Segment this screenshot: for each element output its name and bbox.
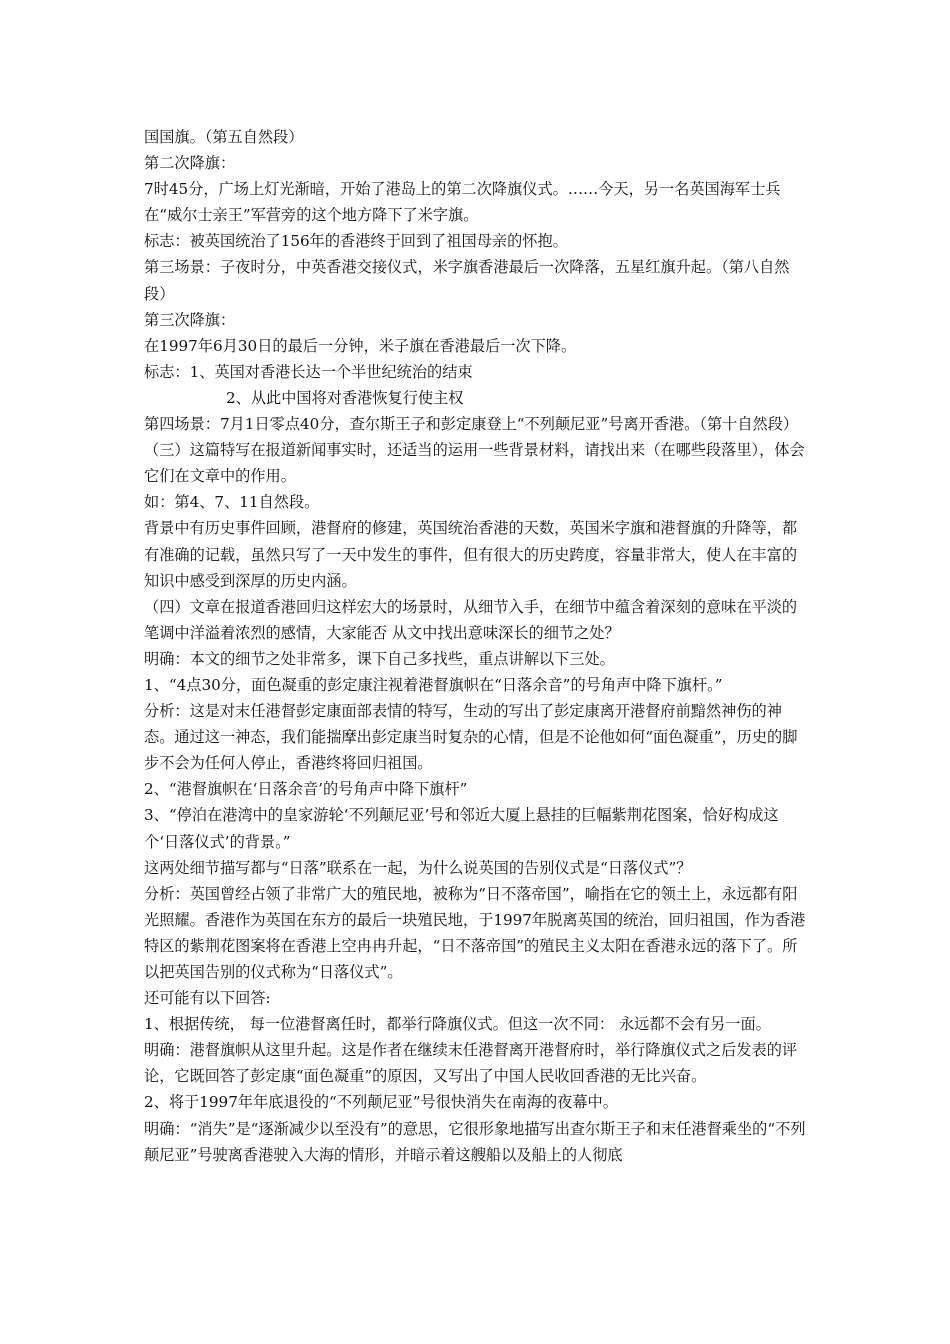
paragraph: 明确：本文的细节之处非常多，课下自己多找些，重点讲解以下三处。 xyxy=(144,649,615,668)
paragraph: 7时45分，广场上灯光渐暗，开始了港岛上的第二次降旗仪式。……今天，另一名英国海军士兵在“威尔士亲王”军营旁的这个地方降下了米字旗。 xyxy=(144,180,781,225)
paragraph: 背景中有历史事件回顾，港督府的修建，英国统治香港的天数，英国米字旗和港督旗的升降等，都有准确的记载，虽然只写了一天中发生的事件，但有很大的历史跨度，容量非常大，使人在丰富的知识中感受到深厚的历史内涵。 xyxy=(144,519,798,590)
paragraph: 分析：英国曾经占领了非常广大的殖民地，被称为“日不落帝国”，喻指在它的领土上，永远都有阳光照耀。香港作为英国在东方的最后一块殖民地，于1997年脱离英国的统治，回归祖国，作为香港特区的紫荆花图案将在香港上空冉冉升起，“日不落帝国”的殖民主义太阳在香港永远的落下了。所以把英国告别的仪式称为“日落仪式”。 xyxy=(144,884,806,981)
paragraph: 分析：这是对末任港督彭定康面部表情的特写，生动的写出了彭定康离开港督府前黯然神伤的神态。通过这一神态，我们能揣摩出彭定康当时复杂的心情，但是不论他如何“面色凝重”，历史的脚步不会为任何人停止，香港终将回归祖国。 xyxy=(144,702,798,773)
document-body xyxy=(144,124,810,1168)
paragraph: 3、“停泊在港湾中的皇家游轮‘不列颠尼亚’号和邻近大厦上悬挂的巨幅紫荆花图案，恰好构成这个‘日落仪式’的背景。” xyxy=(144,806,779,851)
paragraph: 明确：港督旗帜从这里升起。这是作者在继续末任港督离开港督府时，举行降旗仪式之后发表的评论，它既回答了彭定康“面色凝重”的原因，又写出了中国人民收回香港的无比兴奋。 xyxy=(144,1041,798,1086)
paragraph: 2、从此中国将对香港恢复行使主权 xyxy=(226,388,464,407)
paragraph: 第四场景：7月1日零点40分，查尔斯王子和彭定康登上“不列颠尼亚”号离开香港。（第十自然段） xyxy=(144,415,799,434)
paragraph: 2、“港督旗帜在‘日落余音’的号角声中降下旗杆” xyxy=(144,780,468,799)
paragraph: 标志：被英国统治了156年的香港终于回到了祖国母亲的怀抱。 xyxy=(144,232,568,251)
paragraph: 1、根据传统， 每一位港督离任时，都举行降旗仪式。但这一次不同： 永远都不会有另一面。 xyxy=(144,1015,771,1034)
paragraph: 还可能有以下回答: xyxy=(144,989,271,1008)
paragraph: 国国旗。（第五自然段） xyxy=(144,128,304,146)
paragraph: 标志：1、英国对香港长达一个半世纪统治的结束 xyxy=(144,362,473,381)
paragraph: 这两处细节描写都与“日落”联系在一起，为什么说英国的告别仪式是“日落仪式”？ xyxy=(144,858,692,877)
paragraph: （四）文章在报道香港回归这样宏大的场景时，从细节入手，在细节中蕴含着深刻的意味在平淡的笔调中洋溢着浓烈的感情，大家能否 从文中找出意味深长的细节之处？ xyxy=(144,597,798,642)
paragraph: 1、“4点30分，面色凝重的彭定康注视着港督旗帜在“日落余音”的号角声中降下旗杆。” xyxy=(144,675,723,694)
paragraph: 第二次降旗： xyxy=(144,154,236,173)
paragraph: 明确：“消失”是“逐渐减少以至没有”的意思，它很形象地描写出查尔斯王子和末任港督乘坐的“不列颠尼亚”号驶离香港驶入大海的情形，并暗示着这艘船以及船上的人彻底 xyxy=(144,1119,806,1164)
paragraph: 2、将于1997年年底退役的“不列颠尼亚”号很快消失在南海的夜幕中。 xyxy=(144,1093,618,1112)
paragraph: 在1997年6月30日的最后一分钟，米子旗在香港最后一次下降。 xyxy=(144,336,577,355)
paragraph: 如：第4、7、11自然段。 xyxy=(144,493,320,512)
paragraph: 第三次降旗： xyxy=(144,310,236,329)
paragraph: （三）这篇特写在报道新闻事实时，还适当的运用一些背景材料，请找出来（在哪些段落里），体会它们在文章中的作用。 xyxy=(144,441,805,486)
paragraph: 第三场景：子夜时分，中英香港交接仪式，米字旗香港最后一次降落，五星红旗升起。（第八自然段） xyxy=(144,258,790,303)
